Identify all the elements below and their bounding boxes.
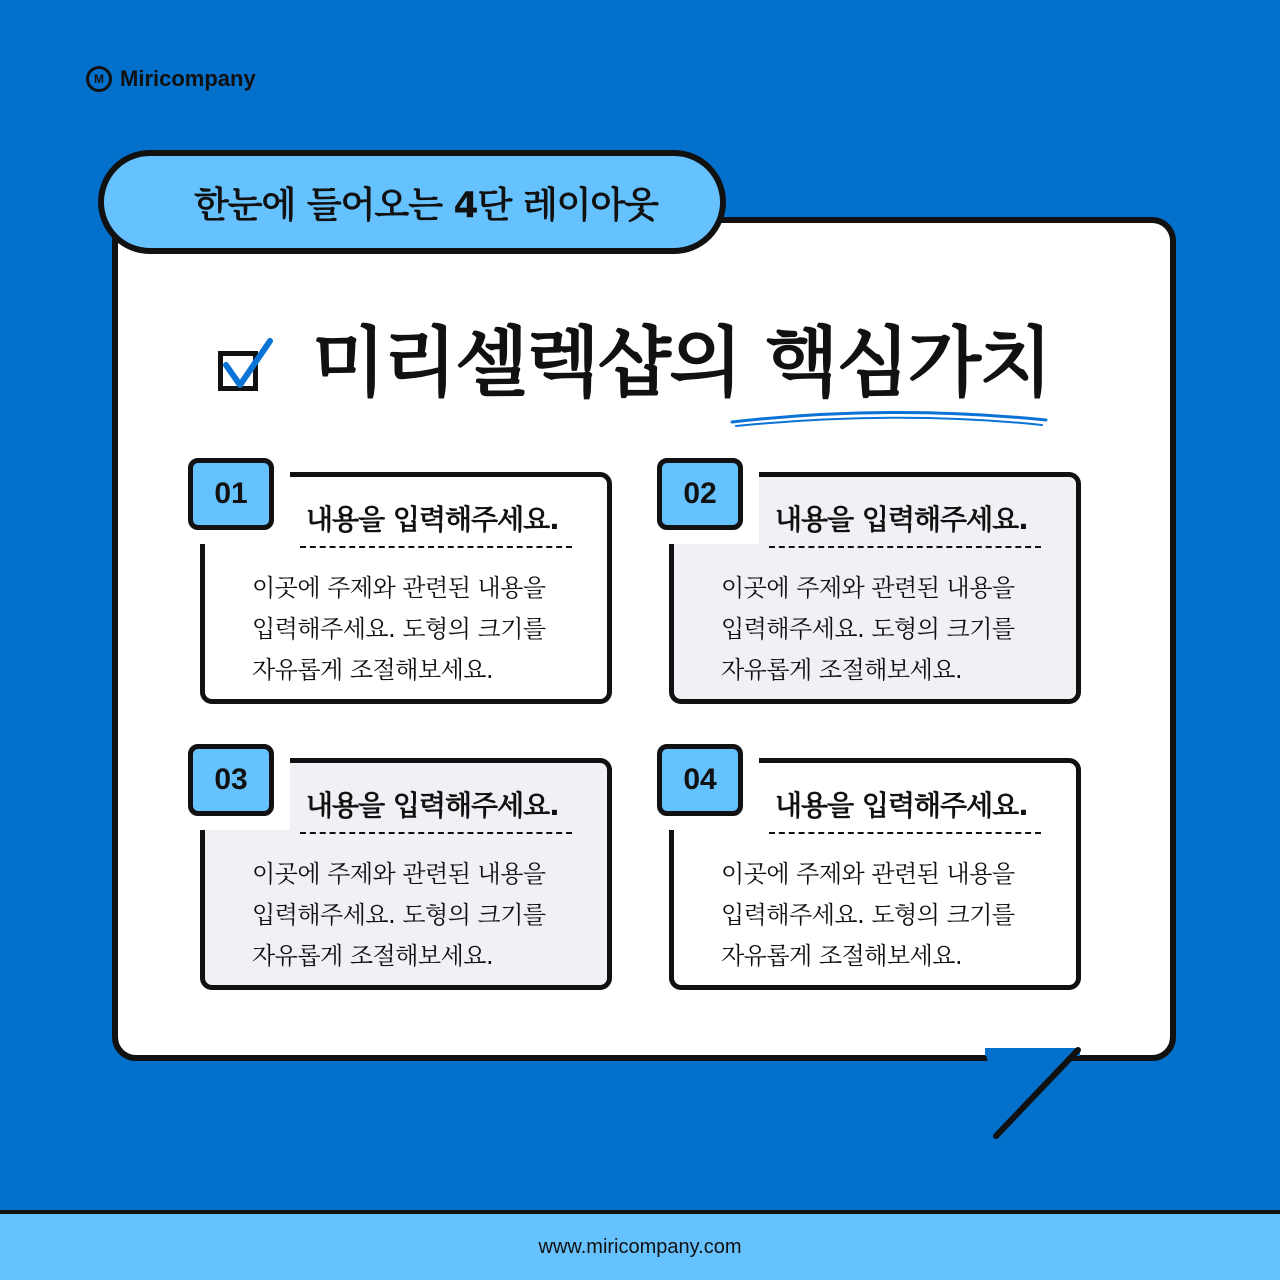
card-heading: 내용을 입력해주세요. xyxy=(306,503,559,536)
card-number-badge: 02 xyxy=(657,458,743,530)
page-title: 미리셀렉샵의 핵심가치 xyxy=(312,318,1051,407)
footer-url-link[interactable]: www.miricompany.com xyxy=(538,1235,742,1258)
card-text-line: 자유롭게 조절해보세요. xyxy=(252,656,494,684)
title-row xyxy=(218,318,1051,407)
card-text-line: 이곳에 주제와 관련된 내용을 xyxy=(252,574,546,602)
card-divider xyxy=(769,832,1041,834)
card-number-badge: 04 xyxy=(657,744,743,816)
value-card-01 xyxy=(194,464,612,704)
card-text-line: 이곳에 주제와 관련된 내용을 xyxy=(721,574,1015,602)
header-pill xyxy=(98,150,726,254)
footer-bar xyxy=(0,1210,1280,1280)
card-text xyxy=(721,568,1061,691)
card-text-line: 입력해주세요. 도형의 크기를 xyxy=(252,615,546,643)
value-card-04 xyxy=(663,750,1081,990)
card-text-line: 입력해주세요. 도형의 크기를 xyxy=(252,901,546,929)
brand xyxy=(86,66,256,92)
brand-name: Miricompany xyxy=(120,66,256,91)
header-pill-label: 한눈에 들어오는 4단 레이아웃 xyxy=(194,184,658,226)
card-text xyxy=(721,854,1061,977)
card-text xyxy=(252,568,592,691)
card-text-line: 자유롭게 조절해보세요. xyxy=(721,656,963,684)
value-card-03 xyxy=(194,750,612,990)
card-heading: 내용을 입력해주세요. xyxy=(775,503,1028,536)
card-text-line: 입력해주세요. 도형의 크기를 xyxy=(721,901,1015,929)
checkbox-check-icon xyxy=(218,339,266,387)
card-text-line: 자유롭게 조절해보세요. xyxy=(721,942,963,970)
title-underline xyxy=(728,400,1058,430)
card-text-line: 이곳에 주제와 관련된 내용을 xyxy=(721,860,1015,888)
card-divider xyxy=(300,546,572,548)
card-text-line: 자유롭게 조절해보세요. xyxy=(252,942,494,970)
card-divider xyxy=(769,546,1041,548)
value-card-02 xyxy=(663,464,1081,704)
card-number-badge: 01 xyxy=(188,458,274,530)
card-divider xyxy=(300,832,572,834)
card-number-badge: 03 xyxy=(188,744,274,816)
card-heading: 내용을 입력해주세요. xyxy=(775,789,1028,822)
card-heading: 내용을 입력해주세요. xyxy=(306,789,559,822)
card-text-line: 이곳에 주제와 관련된 내용을 xyxy=(252,860,546,888)
card-text-line: 입력해주세요. 도형의 크기를 xyxy=(721,615,1015,643)
card-text xyxy=(252,854,592,977)
brand-logo-icon: M xyxy=(86,66,112,92)
